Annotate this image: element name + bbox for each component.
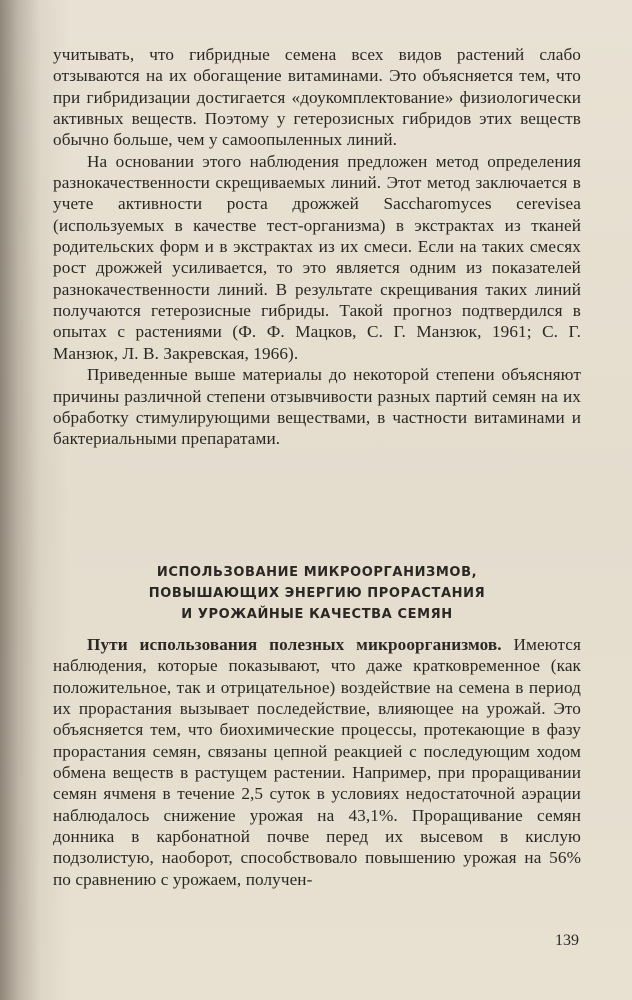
section-heading-line-3: И УРОЖАЙНЫЕ КАЧЕСТВА СЕМЯН xyxy=(181,607,453,622)
section-heading-line-2: ПОВЫШАЮЩИХ ЭНЕРГИЮ ПРОРАСТАНИЯ xyxy=(148,586,486,601)
section-heading xyxy=(53,562,581,625)
body-text-top xyxy=(53,44,581,450)
paragraph-method: На основании этого наблюдения предложен метод определения разнокачественности скрещиваемых линий. Этот метод заключается в учете активности роста дрожжей Saccharomyces cerevisea (используемых в качестве тест-организма) в экстрактах из тканей родительских форм и в экстрактах из их смеси. Если на таких смесях рост дрожжей усиливается, то это является одним из показателей разнокачественности линий. В результате скрещивания таких линий получаются гетерозисные гибриды. Такой прогноз подтвердился в опытах с растениями (Ф. Ф. Мацков, С. Г. Манзюк, 1961; С. Г. Манзюк, Л. В. Закревская, 1966). xyxy=(53,151,581,363)
runin-subheading: Пути использования полезных микроорганизмов. xyxy=(87,635,502,654)
section-heading-line-1: ИСПОЛЬЗОВАНИЕ МИКРООРГАНИЗМОВ, xyxy=(156,565,478,580)
paragraph-conclusion: Приведенные выше материалы до некоторой степени объясняют причины различной степени отзывчивости разных партий семян на их обработку стимулирующими веществами, в частности витаминами и бактериальными препаратами. xyxy=(53,365,581,449)
section-paragraph xyxy=(53,634,581,890)
section-paragraph-text: Имеются наблюдения, которые показывают, что даже кратковременное (как положительное, так и отрицательное) воздействие на семена в период их прорастания вызывает последействие, влияющее на урожай. Это объясняется тем, что биохимические процессы, протекающие в фазу прорастания семян, связаны цепной реакцией с последующим ходом обмена веществ в растущем растении. Например, при проращивании семян ячменя в течение 2,5 суток в условиях недостаточной аэрации наблюдалось снижение урожая на 43,1%. Проращивание семян донника в карбонатной почве перед их высевом в кислую подзолистую, наоборот, способствовало повышению урожая на 56% по сравнению с урожаем, получен- xyxy=(53,635,582,889)
body-text-bottom xyxy=(53,634,581,890)
paragraph-continuation: учитывать, что гибридные семена всех видов растений слабо отзываются на их обогащение витаминами. Это объясняется тем, что при гибридизации достигается «доукомплектование» физиологически активных веществ. Поэтому у гетерозисных гибридов этих веществ обычно больше, чем у самоопыленных линий. xyxy=(53,45,581,150)
page-number: 139 xyxy=(555,932,579,949)
